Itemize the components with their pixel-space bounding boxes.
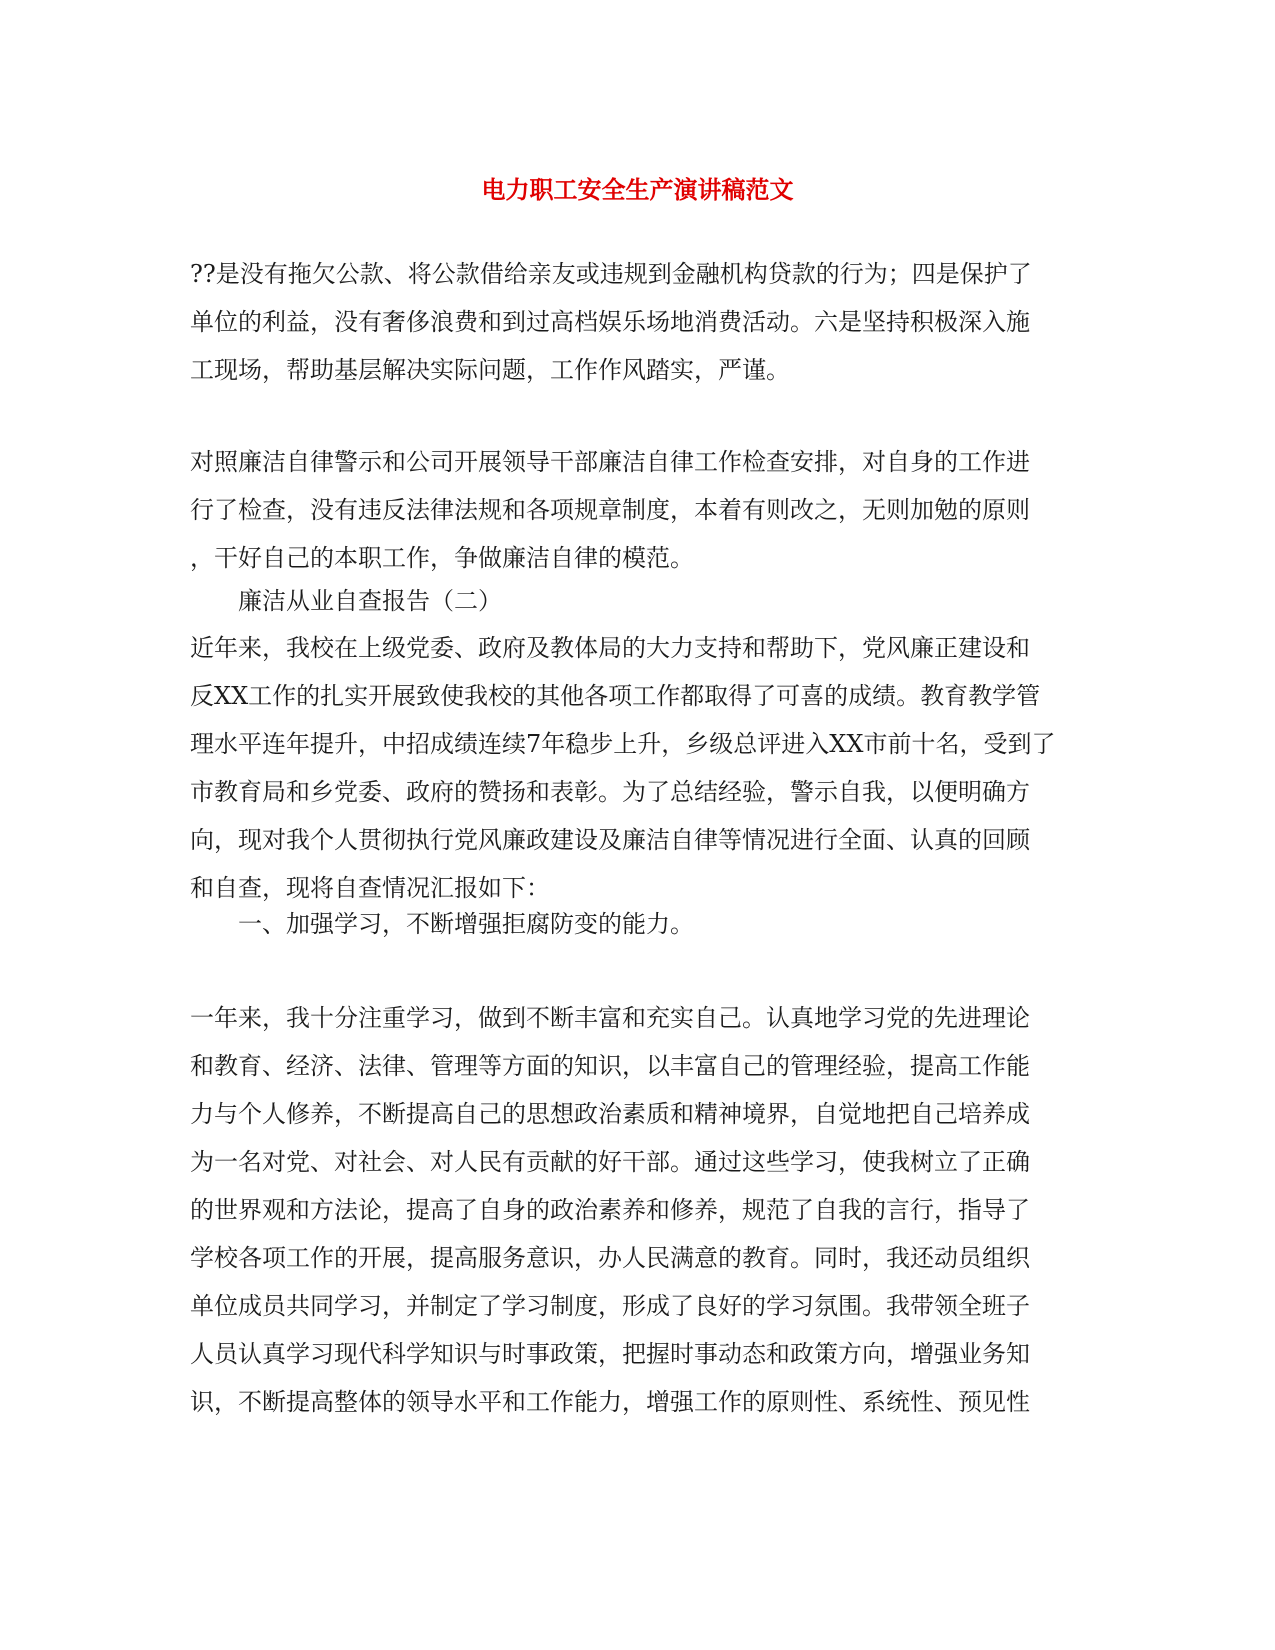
paragraph-2 [190, 438, 1070, 582]
text-line: 对照廉洁自律警示和公司开展领导干部廉洁自律工作检查安排，对自身的工作进 [190, 448, 1030, 476]
text-line: 市教育局和乡党委、政府的赞扬和表彰。为了总结经验，警示自我，以便明确方 [190, 778, 1030, 806]
section-heading-1 [190, 900, 1118, 948]
text-line: 一年来，我十分注重学习，做到不断丰富和充实自己。认真地学习党的先进理论 [190, 1004, 1030, 1032]
paragraph-4 [190, 624, 1070, 912]
paragraph-1 [190, 250, 1070, 394]
text-line: 力与个人修养，不断提高自己的思想政治素质和精神境界，自觉地把自己培养成 [190, 1100, 1030, 1128]
text-line: 反XX工作的扎实开展致使我校的其他各项工作都取得了可喜的成绩。教育教学管 [190, 682, 1041, 710]
text-line: 行了检查，没有违反法律法规和各项规章制度，本着有则改之，无则加勉的原则 [190, 496, 1030, 524]
text-line: 识，不断提高整体的领导水平和工作能力，增强工作的原则性、系统性、预见性 [190, 1388, 1030, 1416]
text-line: 单位成员共同学习，并制定了学习制度，形成了良好的学习氛围。我带领全班子 [190, 1292, 1030, 1320]
text-line: ??是没有拖欠公款、将公款借给亲友或违规到金融机构贷款的行为；四是保护了 [190, 260, 1032, 288]
section-heading-report-2 [190, 577, 1118, 625]
text-line: 单位的利益，没有奢侈浪费和到过高档娱乐场地消费活动。六是坚持积极深入施 [190, 308, 1030, 336]
paragraph-6 [190, 994, 1070, 1426]
text-line: 人员认真学习现代科学知识与时事政策，把握时事动态和政策方向，增强业务知 [190, 1340, 1030, 1368]
text-line: 一、加强学习，不断增强拒腐防变的能力。 [238, 910, 694, 938]
document-title: 电力职工安全生产演讲稿范文 [481, 175, 794, 204]
text-line: 廉洁从业自查报告（二） [238, 587, 502, 615]
text-line: 向，现对我个人贯彻执行党风廉政建设及廉洁自律等情况进行全面、认真的回顾 [190, 826, 1030, 854]
text-line: 理水平连年提升，中招成绩连续7年稳步上升，乡级总评进入XX市前十名，受到了 [190, 730, 1056, 758]
text-line: 为一名对党、对社会、对人民有贡献的好干部。通过这些学习，使我树立了正确 [190, 1148, 1030, 1176]
text-line: 的世界观和方法论，提高了自身的政治素养和修养，规范了自我的言行，指导了 [190, 1196, 1030, 1224]
text-line: 和教育、经济、法律、管理等方面的知识，以丰富自己的管理经验，提高工作能 [190, 1052, 1030, 1080]
text-line: 学校各项工作的开展，提高服务意识，办人民满意的教育。同时，我还动员组织 [190, 1244, 1030, 1272]
text-line: ，干好自己的本职工作，争做廉洁自律的模范。 [190, 544, 694, 572]
text-line: 工现场，帮助基层解决实际问题，工作作风踏实，严谨。 [190, 356, 790, 384]
text-line: 和自查，现将自查情况汇报如下： [190, 874, 550, 902]
text-line: 近年来，我校在上级党委、政府及教体局的大力支持和帮助下，党风廉正建设和 [190, 634, 1030, 662]
